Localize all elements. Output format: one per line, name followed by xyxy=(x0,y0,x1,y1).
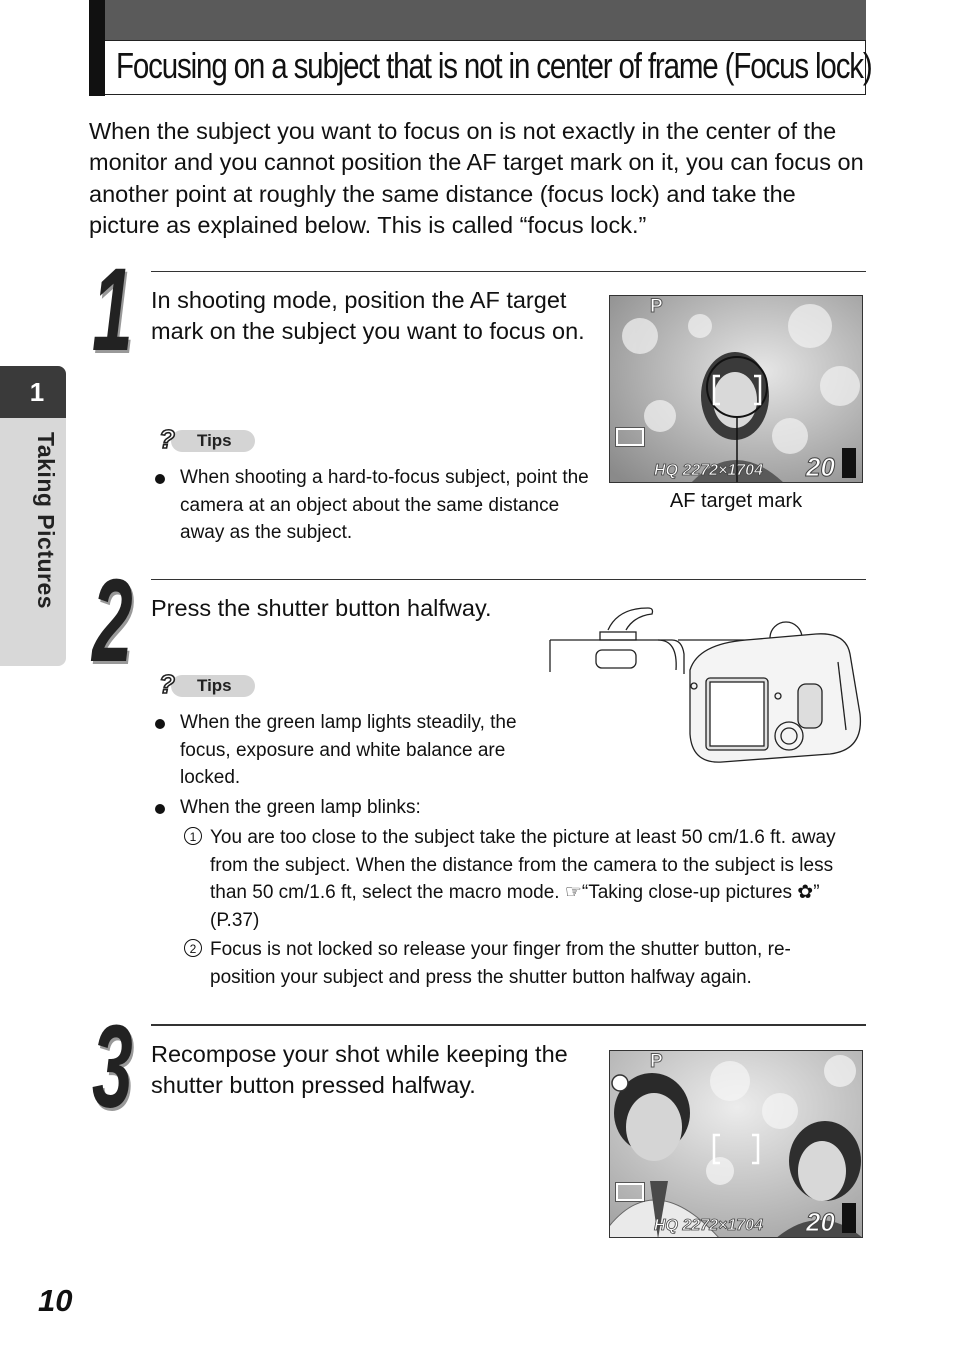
question-icon: ? xyxy=(159,424,175,454)
lcd-preview-image-2 xyxy=(609,1050,863,1238)
sub-item-2 xyxy=(184,936,844,992)
page-title: Focusing on a subject that is not in center of frame (Focus lock) xyxy=(116,45,872,86)
resolution-info: HQ 2272×1704 xyxy=(654,1217,763,1234)
step-number: 3 xyxy=(92,1001,133,1133)
sub-item-text: Focus is not locked so release your finger from the shutter button, re-position your subject and press the shutter button halfway again. xyxy=(210,939,791,988)
tips-badge xyxy=(155,669,255,699)
step-divider xyxy=(151,579,866,580)
tips-label: Tips xyxy=(197,676,232,695)
circled-number: 1 xyxy=(184,827,202,845)
camera-illustration xyxy=(548,600,864,780)
tips-badge xyxy=(155,424,255,454)
af-target-caption: AF target mark xyxy=(669,490,803,512)
sub-item-text: You are too close to the subject take the picture at least 50 cm/1.6 ft. away from the subject. When the distance from the camera to the subject is less than 50 cm/1.6 ft, select the macro mode. ☞“Taking close-up pictures ✿” (P.37) xyxy=(210,827,836,931)
battery-icon xyxy=(842,448,856,478)
camera-shutter-illustration xyxy=(548,600,864,780)
step-1-text: In shooting mode, position the AF target mark on the subject you want to focus on. xyxy=(151,287,585,345)
tip-bullet xyxy=(155,464,595,548)
resolution-info: HQ 2272×1704 xyxy=(654,462,763,479)
step-divider xyxy=(151,271,866,272)
header-accent xyxy=(89,0,105,96)
tip-text: When the green lamp lights steadily, the focus, exposure and white balance are locked. xyxy=(180,712,517,788)
step-3-text: Recompose your shot while keeping the shutter button pressed halfway. xyxy=(151,1041,568,1099)
question-icon: ? xyxy=(159,669,175,699)
page-number: 10 xyxy=(38,1283,73,1318)
chapter-tab-number[interactable] xyxy=(0,366,66,418)
sub-item-1 xyxy=(184,824,844,936)
tip-text: When the green lamp blinks: xyxy=(180,797,421,818)
bullet-icon xyxy=(155,719,165,729)
step-divider xyxy=(151,1024,866,1026)
mode-indicator: P xyxy=(650,1051,663,1072)
chapter-tab-label-wrap xyxy=(27,432,67,642)
tip-bullet xyxy=(155,709,535,793)
bullet-icon xyxy=(155,804,165,814)
bullet-icon xyxy=(155,474,165,484)
step-number: 2 xyxy=(92,555,133,687)
battery-icon xyxy=(842,1203,856,1233)
step-2-text: Press the shutter button halfway. xyxy=(151,595,492,621)
tip-text: When shooting a hard-to-focus subject, point the camera at an object about the same distance away as the subject. xyxy=(180,467,589,543)
memory-icon xyxy=(616,1183,644,1201)
mode-indicator: P xyxy=(650,296,663,317)
tip-bullet xyxy=(155,794,655,822)
chapter-number: 1 xyxy=(29,377,45,407)
tips-label: Tips xyxy=(197,431,232,450)
lcd-preview-image-1 xyxy=(609,295,863,483)
memory-icon xyxy=(616,428,644,446)
chapter-tab-label: Taking Pictures xyxy=(33,432,59,610)
shots-remaining: 20 xyxy=(806,452,835,482)
circled-number: 2 xyxy=(184,939,202,957)
header-bar xyxy=(89,0,866,40)
shots-remaining: 20 xyxy=(806,1207,835,1237)
intro-paragraph: When the subject you want to focus on is not exactly in the center of the monitor and you cannot position the AF target mark on it, you can focus on another point at roughly the same distance (focus lock) and take the picture as explained below. This is called “focus lock.” xyxy=(89,118,864,238)
step-number: 1 xyxy=(92,244,133,376)
